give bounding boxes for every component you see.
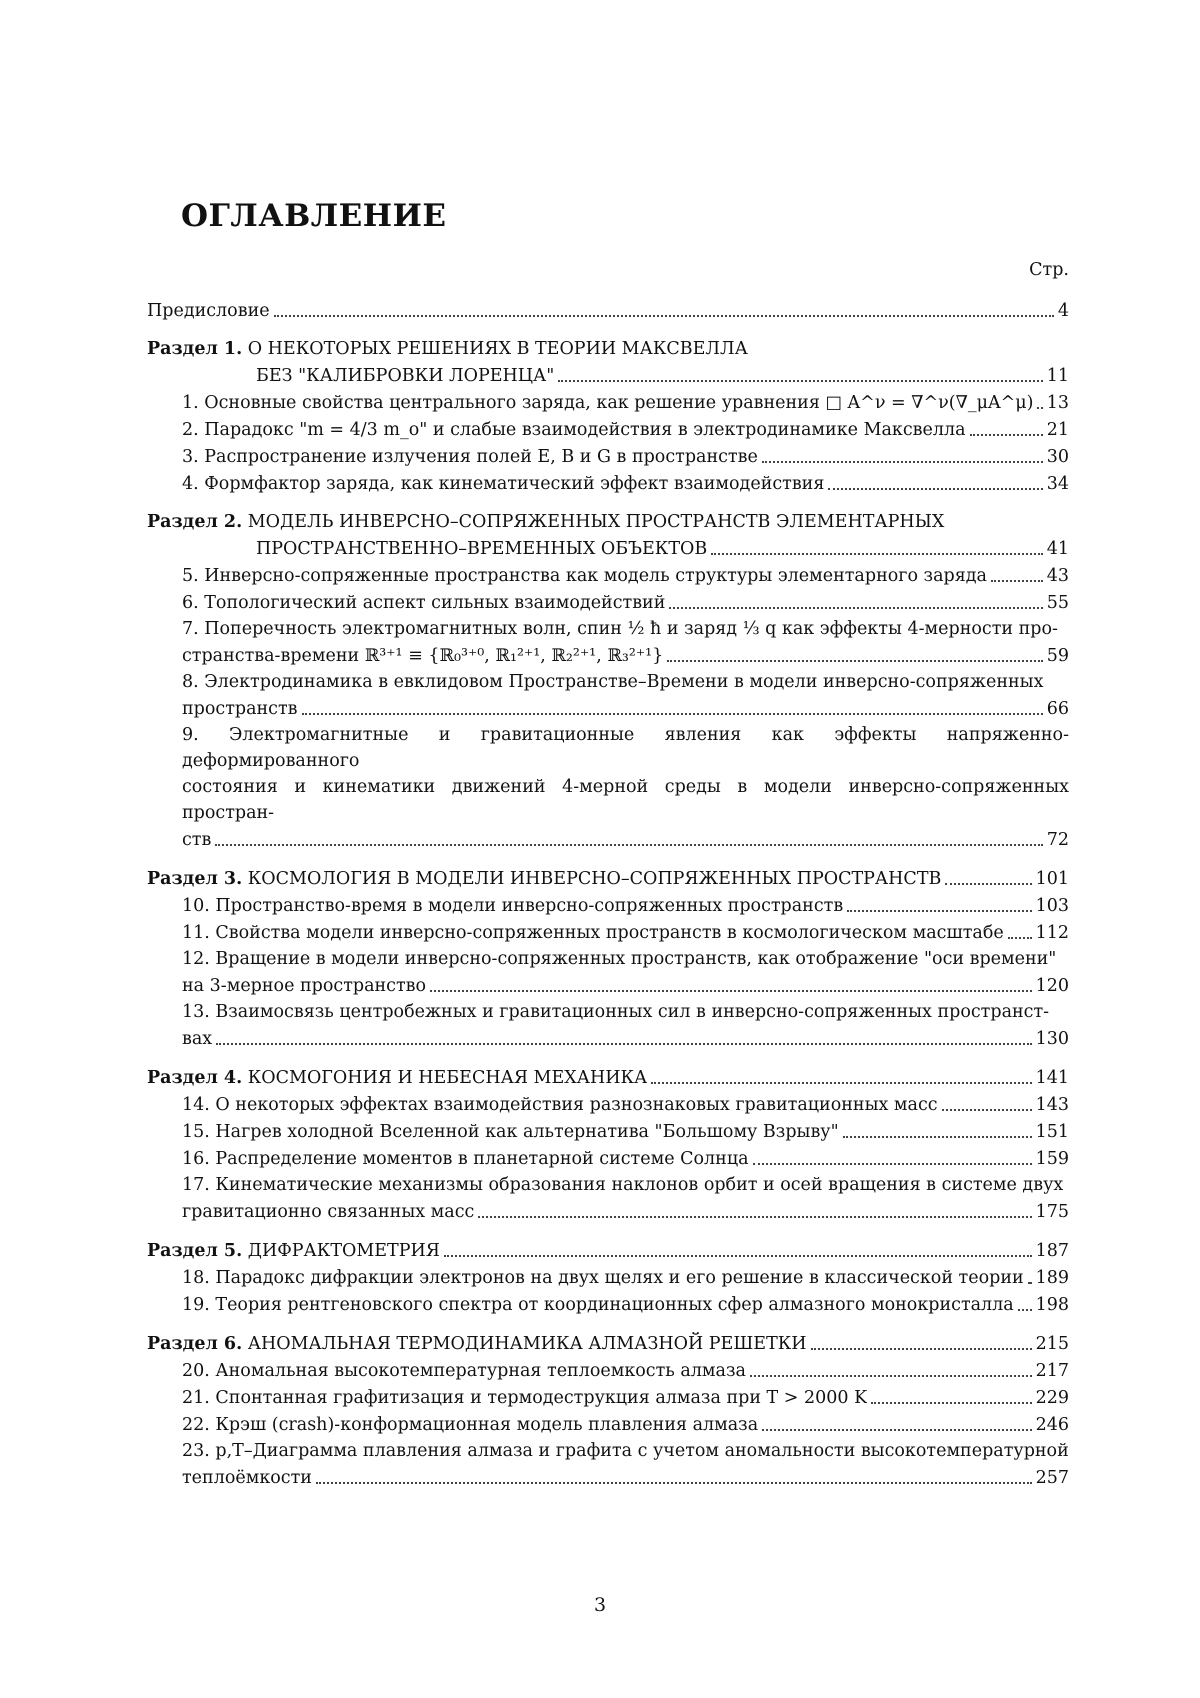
toc-entry xyxy=(147,389,1069,416)
toc-entry xyxy=(147,1145,1069,1172)
entry-line: 13. Взаимосвязь центробежных и гравитационных сил в инверсно-сопряженных пространст- xyxy=(182,1002,1050,1022)
toc-entry xyxy=(147,1357,1069,1384)
entry-title: 11. Свойства модели инверсно-сопряженных пространств в космологическом масштабе xyxy=(182,923,1004,943)
entry-title: на 3-мерное пространство xyxy=(182,976,427,996)
section-heading xyxy=(147,509,1069,535)
entry-last-line xyxy=(182,589,1069,616)
section-title: МОДЕЛЬ ИНВЕРСНО–СОПРЯЖЕННЫХ ПРОСТРАНСТВ ЭЛЕМЕНТАРНЫХ xyxy=(247,512,945,532)
entry-page: 30 xyxy=(1046,447,1069,467)
leader-dots xyxy=(843,1118,1032,1138)
section-title: АНОМАЛЬНАЯ ТЕРМОДИНАМИКА АЛМАЗНОЙ РЕШЕТКИ xyxy=(247,1334,807,1354)
entry-title: 2. Парадокс "m = 4/3 m_o" и слабые взаимодействия в электродинамике Максвелла xyxy=(182,420,966,440)
toc-entry xyxy=(147,1291,1069,1318)
entry-page: 72 xyxy=(1046,830,1069,850)
entry-title: БЕЗ "КАЛИБРОВКИ ЛОРЕНЦА" xyxy=(256,366,555,386)
toc-entry xyxy=(147,589,1069,616)
entry-page: 159 xyxy=(1035,1149,1069,1169)
leader-dots xyxy=(215,826,1042,846)
toc-entry xyxy=(147,946,1069,999)
entry-page: 175 xyxy=(1035,1202,1069,1222)
entry-last-line xyxy=(182,416,1069,443)
leader-dots xyxy=(1018,1291,1032,1311)
entry-line: 8. Электродинамика в евклидовом Пространстве–Времени в модели инверсно-сопряженных xyxy=(182,672,1044,692)
leader-dots xyxy=(942,1091,1032,1111)
entry-last-line xyxy=(182,1264,1069,1291)
entry-page: 21 xyxy=(1046,420,1069,440)
entry-title: пространств xyxy=(182,699,298,719)
entry-last-line xyxy=(182,1411,1069,1438)
entry-title: 5. Инверсно-сопряженные пространства как модель структуры элементарного заряда xyxy=(182,566,987,586)
toc-entry xyxy=(147,1118,1069,1145)
entry-last-line xyxy=(182,562,1069,589)
entry-page: 103 xyxy=(1035,896,1069,916)
section-heading xyxy=(147,1237,1069,1264)
toc-section xyxy=(147,1330,1069,1491)
entry-page: 229 xyxy=(1035,1388,1069,1408)
entry-last-line xyxy=(182,1464,1069,1491)
leader-dots xyxy=(811,1330,1032,1350)
toc-entry xyxy=(147,443,1069,470)
leader-dots xyxy=(970,416,1043,436)
leader-dots xyxy=(430,972,1032,992)
section-title: КОСМОЛОГИЯ В МОДЕЛИ ИНВЕРСНО–СОПРЯЖЕННЫХ ПРОСТРАНСТВ xyxy=(247,869,942,889)
entry-page: 11 xyxy=(1046,366,1069,386)
toc-entry xyxy=(147,470,1069,497)
section-label: Раздел 4. xyxy=(147,1068,243,1088)
leader-dots xyxy=(871,1384,1031,1404)
leader-dots xyxy=(316,1464,1032,1484)
section-label: Раздел 2. xyxy=(147,512,243,532)
entry-title: 15. Нагрев холодной Вселенной как альтернатива "Большому Взрыву" xyxy=(182,1122,839,1142)
entry-last-line xyxy=(182,642,1069,669)
entry-title: ств xyxy=(182,830,212,850)
entry-line: 7. Поперечность электромагнитных волн, спин ½ ħ и заряд ⅓ q как эффекты 4-мерности про- xyxy=(182,619,1058,639)
entry-line: 23. p,T–Диаграмма плавления алмаза и графита с учетом аномальности высокотемпературной xyxy=(182,1441,1069,1461)
entry-last-line xyxy=(182,892,1069,919)
toc-title: ОГЛАВЛЕНИЕ xyxy=(181,198,447,234)
entry-page: 141 xyxy=(1035,1068,1069,1088)
toc-section xyxy=(147,1064,1069,1225)
toc-entry xyxy=(147,1091,1069,1118)
leader-dots xyxy=(558,362,1042,382)
entry-line: 12. Вращение в модели инверсно-сопряженных пространств, как отображение "оси времени" xyxy=(182,949,1057,969)
entry-title: теплоёмкости xyxy=(182,1468,312,1488)
section-heading xyxy=(147,1330,1069,1357)
entry-title: 6. Топологический аспект сильных взаимодействий xyxy=(182,593,666,613)
leader-dots xyxy=(444,1237,1032,1257)
entry-page: 257 xyxy=(1035,1468,1069,1488)
section-heading xyxy=(147,865,1069,892)
entry-last-line xyxy=(182,1291,1069,1318)
section-title: ДИФРАКТОМЕТРИЯ xyxy=(247,1241,440,1261)
leader-dots xyxy=(651,1064,1031,1084)
leader-dots xyxy=(216,1025,1031,1045)
section-title-wrap xyxy=(147,866,941,892)
entry-page: 66 xyxy=(1046,699,1069,719)
entry-title: ПРОСТРАНСТВЕННО–ВРЕМЕННЫХ ОБЪЕКТОВ xyxy=(256,539,708,559)
entry-last-line xyxy=(182,1145,1069,1172)
leader-dots xyxy=(762,1411,1031,1431)
toc-entry xyxy=(147,416,1069,443)
entry-last-line xyxy=(182,470,1069,497)
entry-last-line xyxy=(182,695,1069,722)
entry-line: 9. Электромагнитные и гравитационные явления как эффекты напряженно-деформированного xyxy=(182,725,1069,771)
entry-page: 13 xyxy=(1046,393,1069,413)
entry-line: 17. Кинематические механизмы образования наклонов орбит и осей вращения в системе двух xyxy=(182,1175,1064,1195)
entry-title: 1. Основные свойства центрального заряда, как решение уравнения □ A^ν = ∇^ν(∇_μA^μ) xyxy=(182,393,1034,413)
section-heading-cont xyxy=(147,362,1069,389)
toc-section xyxy=(147,865,1069,1052)
toc-section xyxy=(147,336,1069,497)
entry-page: 101 xyxy=(1035,869,1069,889)
toc-entry xyxy=(147,1411,1069,1438)
entry-page: 4 xyxy=(1057,301,1069,321)
section-label: Раздел 5. xyxy=(147,1241,243,1261)
leader-dots xyxy=(711,535,1042,555)
entry-page: 112 xyxy=(1035,923,1069,943)
section-title: О НЕКОТОРЫХ РЕШЕНИЯХ В ТЕОРИИ МАКСВЕЛЛА xyxy=(247,339,748,359)
toc-entry xyxy=(147,1264,1069,1291)
page-column-label: Стр. xyxy=(1029,260,1069,280)
entry-page: 189 xyxy=(1035,1268,1069,1288)
entry-page: 34 xyxy=(1046,474,1069,494)
leader-dots xyxy=(828,470,1042,490)
entry-page: 143 xyxy=(1035,1095,1069,1115)
section-title-wrap xyxy=(147,1238,440,1264)
toc-entry xyxy=(147,669,1069,722)
entry-title: 10. Пространство-время в модели инверсно-сопряженных пространств xyxy=(182,896,844,916)
entry-title: 20. Аномальная высокотемпературная теплоемкость алмаза xyxy=(182,1361,746,1381)
toc-sections xyxy=(147,336,1069,1491)
entry-title: вах xyxy=(182,1029,213,1049)
toc-entry xyxy=(147,562,1069,589)
entry-last-line xyxy=(182,1198,1069,1225)
entry-title: Предисловие xyxy=(147,301,270,321)
entry-last-line xyxy=(182,972,1069,999)
entry-page: 55 xyxy=(1046,593,1069,613)
entry-last-line xyxy=(182,1118,1069,1145)
leader-dots xyxy=(478,1198,1031,1218)
toc-entry xyxy=(147,999,1069,1052)
leader-dots xyxy=(750,1357,1032,1377)
section-label: Раздел 1. xyxy=(147,339,243,359)
leader-dots xyxy=(762,443,1043,463)
toc-entry xyxy=(147,1384,1069,1411)
entry-title: 4. Формфактор заряда, как кинематический эффект взаимодействия xyxy=(182,474,825,494)
entry-page: 59 xyxy=(1046,646,1069,666)
section-heading-cont xyxy=(147,535,1069,562)
leader-dots xyxy=(991,562,1043,582)
entry-page: 187 xyxy=(1035,1241,1069,1261)
entry-page: 198 xyxy=(1035,1295,1069,1315)
toc-entry xyxy=(147,1438,1069,1491)
toc-section xyxy=(147,509,1069,853)
leader-dots xyxy=(1037,389,1042,409)
entry-title: 18. Парадокс дифракции электронов на двух щелях и его решение в классической теории xyxy=(182,1268,1024,1288)
leader-dots xyxy=(1028,1264,1032,1284)
entry-title: 21. Спонтанная графитизация и термодеструкция алмаза при T > 2000 K xyxy=(182,1388,868,1408)
toc-entry xyxy=(147,1172,1069,1225)
entry-last-line xyxy=(182,443,1069,470)
entry-page: 217 xyxy=(1035,1361,1069,1381)
entry-page: 151 xyxy=(1035,1122,1069,1142)
toc-column xyxy=(147,257,1069,1491)
page-number: 3 xyxy=(593,1594,607,1616)
entry-page: 130 xyxy=(1035,1029,1069,1049)
entry-last-line xyxy=(182,1091,1069,1118)
section-label: Раздел 6. xyxy=(147,1334,243,1354)
entry-page: 215 xyxy=(1035,1334,1069,1354)
leader-dots xyxy=(302,695,1043,715)
entry-last-line xyxy=(182,389,1069,416)
leader-dots xyxy=(274,297,1054,317)
entry-last-line xyxy=(182,919,1069,946)
leader-dots xyxy=(753,1145,1032,1165)
section-heading xyxy=(147,336,1069,362)
leader-dots xyxy=(1008,919,1032,939)
leader-dots xyxy=(945,865,1031,885)
section-heading xyxy=(147,1064,1069,1091)
toc-entry xyxy=(147,919,1069,946)
entry-title: 16. Распределение моментов в планетарной системе Солнца xyxy=(182,1149,749,1169)
section-label: Раздел 3. xyxy=(147,869,243,889)
entry-page: 43 xyxy=(1046,566,1069,586)
entry-title: странства-времени ℝ³⁺¹ ≡ {ℝ₀³⁺⁰, ℝ₁²⁺¹, ℝ₂²⁺¹, ℝ₃²⁺¹} xyxy=(182,646,664,666)
entry-last-line xyxy=(182,826,1069,853)
entry-last-line xyxy=(182,1357,1069,1384)
leader-dots xyxy=(667,642,1042,662)
entry-page: 120 xyxy=(1035,976,1069,996)
toc-section xyxy=(147,1237,1069,1318)
toc-entry-preface xyxy=(147,297,1069,324)
entry-title: 14. О некоторых эффектах взаимодействия разнознаковых гравитационных масс xyxy=(182,1095,938,1115)
leader-dots xyxy=(847,892,1031,912)
entry-page: 246 xyxy=(1035,1415,1069,1435)
entry-title: 22. Крэш (crash)-конформационная модель плавления алмаза xyxy=(182,1415,759,1435)
entry-page: 41 xyxy=(1046,539,1069,559)
entry-last-line xyxy=(182,1384,1069,1411)
toc-entry xyxy=(147,892,1069,919)
leader-dots xyxy=(669,589,1042,609)
entry-title: 3. Распространение излучения полей E, B и G в пространстве xyxy=(182,447,758,467)
entry-line: состояния и кинематики движений 4-мерной среды в модели инверсно-сопряженных простран- xyxy=(182,777,1069,823)
section-title-wrap xyxy=(147,1065,647,1091)
entry-title: 19. Теория рентгеновского спектра от координационных сфер алмазного монокристалла xyxy=(182,1295,1014,1315)
section-title: КОСМОГОНИЯ И НЕБЕСНАЯ МЕХАНИКА xyxy=(247,1068,648,1088)
toc-entry xyxy=(147,722,1069,853)
entry-last-line xyxy=(182,1025,1069,1052)
toc-entry xyxy=(147,616,1069,669)
section-title-wrap xyxy=(147,1331,807,1357)
entry-title: гравитационно связанных масс xyxy=(182,1202,475,1222)
